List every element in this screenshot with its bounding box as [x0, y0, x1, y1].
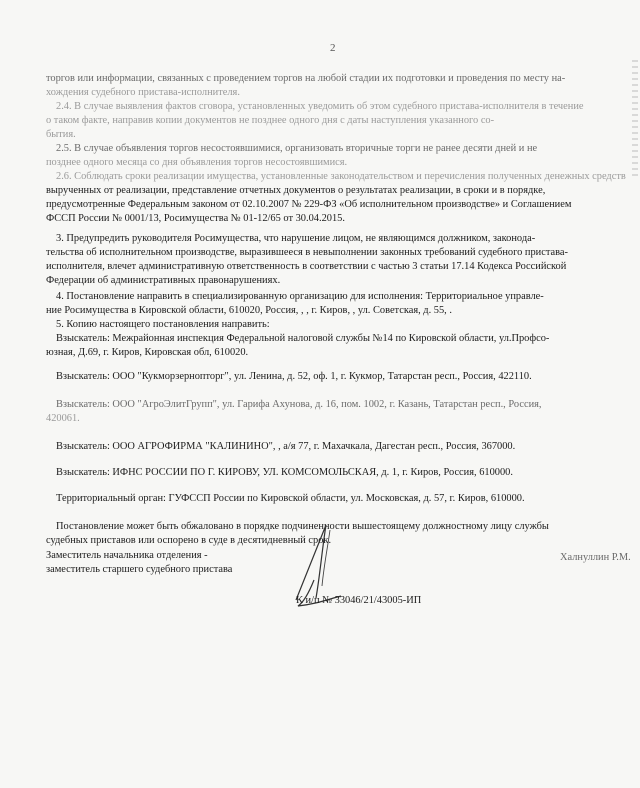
document-line: судебных приставов или оспорено в суде в десятидневный срок.	[46, 535, 332, 546]
document-line: 4. Постановление направить в специализированную организацию для исполнения: Территориальное управле-	[56, 291, 544, 302]
document-line: Взыскатель: Межрайонная инспекция Федеральной налоговой службы №14 по Кировской области, ул.Профсо-	[56, 333, 550, 344]
document-line: ФССП России № 0001/13, Росимущества № 01-12/65 от 30.04.2015.	[46, 213, 345, 224]
document-line: юзная, Д.69, г. Киров, Кировская обл, 610020.	[46, 347, 249, 358]
document-line: тельства об исполнительном производстве, выразившееся в невыполнении законных требований судебного пристава-	[46, 247, 568, 258]
document-line: вырученных от реализации, представление отчетных документов о результатах реализации, в сроки и в порядке,	[46, 185, 546, 196]
document-line: Постановление может быть обжаловано в порядке подчиненности вышестоящему должностному лицу службы	[56, 521, 549, 532]
page-number: 2	[330, 42, 336, 54]
document-line: 5. Копию настоящего постановления направить:	[56, 319, 270, 330]
document-line: Территориальный орган: ГУФССП России по Кировской области, ул. Московская, д. 57, г. Киров, 610000.	[56, 493, 525, 504]
document-line: 2.5. В случае объявления торгов несостоявшимися, организовать вторичные торги не ранее десяти дней и не	[56, 143, 538, 154]
document-line: 2.4. В случае выявления фактов сговора, установленных уведомить об этом судебного пристава-исполнителя в течение	[56, 101, 584, 112]
document-line: 3. Предупредить руководителя Росимущества, что нарушение лицом, не являющимся должником, законода-	[56, 233, 536, 244]
scan-artifact	[632, 60, 638, 180]
case-number: К и/п № 33046/21/43005-ИП	[296, 595, 422, 606]
document-line: 2.6. Соблюдать сроки реализации имущества, установленные законодательством и перечисления полученных денежных средств	[56, 171, 626, 182]
document-line: Федерации об административных правонарушениях.	[46, 275, 281, 286]
document-line: ние Росимущества в Кировской области, 610020, Россия, , , г. Киров, , ул. Советская, д. 55, .	[46, 305, 452, 316]
document-line: торгов или информации, связанных с проведением торгов на любой стадии их подготовки и проведения по месту на-	[46, 73, 566, 84]
document-line: Взыскатель: ООО "АгроЭлитГрупп", ул. Гарифа Ахунова, д. 16, пом. 1002, г. Казань, Татарстан респ., Россия,	[56, 399, 542, 410]
document-line: 420061.	[46, 413, 80, 424]
signatory-name: Халнуллин Р.М.	[560, 552, 631, 563]
document-line: позднее одного месяца со дня объявления торгов несостоявшимися.	[46, 157, 348, 168]
document-line: исполнителя, влечет административную ответственность в соответствии с частью 3 статьи 17.14 Кодекса Российской	[46, 261, 567, 272]
document-line: бытия.	[46, 129, 76, 140]
document-line: Взыскатель: ООО "Кукморзернопторг", ул. Ленина, д. 52, оф. 1, г. Кукмор, Татарстан респ., Россия, 422110.	[56, 371, 532, 382]
document-line: Взыскатель: ИФНС РОССИИ ПО Г. КИРОВУ, УЛ. КОМСОМОЛЬСКАЯ, д. 1, г. Киров, Россия, 610000.	[56, 467, 513, 478]
document-line: хождения судебного пристава-исполнителя.	[46, 87, 240, 98]
document-line: о таком факте, направив копии документов не позднее одного дня с даты наступления указанного со-	[46, 115, 495, 126]
document-line: предусмотренные Федеральным законом от 02.10.2007 № 229-ФЗ «Об исполнительном производстве» и Соглашением	[46, 199, 572, 210]
signatory-position-line2: заместитель старшего судебного пристава	[46, 564, 233, 575]
document-line: Взыскатель: ООО АГРОФИРМА "КАЛИНИНО", , а/я 77, г. Махачкала, Дагестан респ., Россия, 367000.	[56, 441, 516, 452]
signatory-position-line1: Заместитель начальника отделения -	[46, 550, 208, 561]
